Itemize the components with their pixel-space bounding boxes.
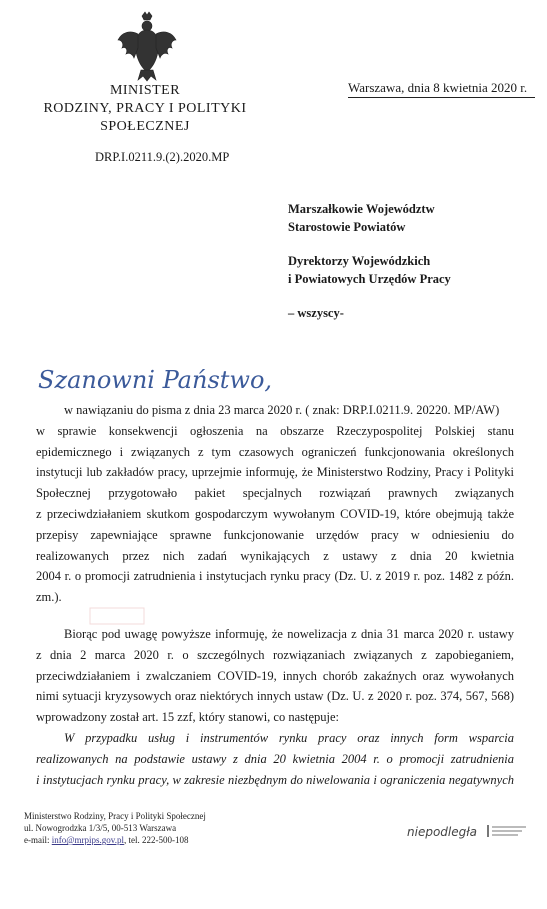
p1-line: instytucji lub zakładów pracy, uprzejmie informuję, że Ministerstwo Rodziny, Pracy i Polityki — [36, 465, 514, 480]
paragraph-2 — [36, 624, 514, 728]
p1-line: 2004 r. o promocji zatrudnienia i instytucjach rynku pracy (Dz. U. z 2019 r. poz. 1482 z późn. — [36, 569, 514, 584]
case-number: DRP.I.0211.9.(2).2020.MP — [95, 150, 230, 164]
addressee-all: – wszyscy- — [288, 306, 344, 320]
addressee-labour-offices: i Powiatowych Urzędów Pracy — [288, 272, 451, 286]
addressee-marshals: Marszałkowie Województw — [288, 202, 435, 216]
quote-line: realizowanych na podstawie ustawy z dnia 20 kwietnia 2004 r. o promocji zatrudnienia — [36, 751, 514, 766]
footer-street: ul. Nowogrodzka 1/3/5, 00-513 Warszawa — [24, 823, 177, 833]
p2-line: nimi sytuacji kryzysowych oraz niektórych innych ustaw (Dz. U. z 2020 r. poz. 374, 567, 568) — [36, 689, 514, 704]
footer-ministry: Ministerstwo Rodziny, Pracy i Polityki Społecznej — [24, 811, 206, 821]
footer-contact: e-mail: info@mrpips.gov.pl, tel. 222-500-108 — [24, 835, 189, 845]
niepodlegla-logo-icon — [405, 818, 531, 844]
p1-line: zm.). — [36, 590, 62, 605]
email-link[interactable]: info@mrpips.gov.pl — [51, 835, 124, 845]
ministry-title-line3: SPOŁECZNEJ — [100, 119, 190, 134]
addressee-starosts: Starostowie Powiatów — [288, 220, 406, 234]
svg-text:Szanowni Państwo,: Szanowni Państwo, — [38, 366, 273, 394]
addressee-directors: Dyrektorzy Wojewódzkich — [288, 254, 431, 268]
paragraph-1 — [36, 400, 514, 608]
ministry-title: MINISTER — [109, 83, 181, 98]
p1-line: w nawiązaniu do pisma z dnia 23 marca 2020 r. ( znak: DRP.I.0211.9. 20220. MP/AW) — [64, 403, 500, 417]
handwritten-salutation — [36, 360, 306, 400]
footer-address — [24, 810, 206, 846]
p2-line: przeciwdziałaniem i zwalczaniem COVID-19, innych chorób zakaźnych oraz wywołanych — [36, 668, 514, 683]
svg-text:niepodległa: niepodległa — [407, 825, 478, 839]
p1-line: Społecznej przygotowało pakiet specjalnych rozwiązań prawnych związanych — [36, 486, 514, 501]
p1-line: realizowanych przez nich zadań wynikających z ustawy z dnia 20 kwietnia — [36, 548, 514, 563]
p1-line: w sprawie konsekwencji ogłoszenia na obszarze Rzeczypospolitej Polskiej stanu — [36, 423, 514, 438]
p2-line: Biorąc pod uwagę powyższe informuję, że nowelizacja z dnia 31 marca 2020 r. ustawy — [64, 627, 514, 641]
eagle-emblem-icon — [116, 10, 178, 82]
letter-date: Warszawa, dnia 8 kwietnia 2020 r. — [348, 80, 527, 96]
p1-line: z przeciwdziałaniem skutkom gospodarczym wywołanym COVID-19, które obejmują także — [36, 506, 514, 521]
p1-line: przepisy zapewniające sprawne funkcjonowanie urzędów pracy w odniesieniu do — [36, 527, 514, 542]
p1-line: epidemicznego i związanych z tym czasowych ograniczeń funkcjonowania określonych — [36, 444, 514, 459]
ministry-title-line2: RODZINY, PRACY I POLITYKI — [43, 101, 247, 116]
p2-line: z dnia 2 marca 2020 r. o szczególnych rozwiązaniach związanych z zapobieganiem, — [36, 647, 514, 662]
quote-line: W przypadku usług i instrumentów rynku pracy oraz innych form wsparcia — [64, 731, 514, 745]
p2-line: wprowadzony został art. 15 zzf, który stanowi, co następuje: — [36, 710, 340, 725]
quote-line: i instytucjach rynku pracy, w zakresie niezbędnym do niwelowania i ograniczenia negatywnych — [36, 772, 514, 787]
quoted-article — [36, 728, 514, 790]
